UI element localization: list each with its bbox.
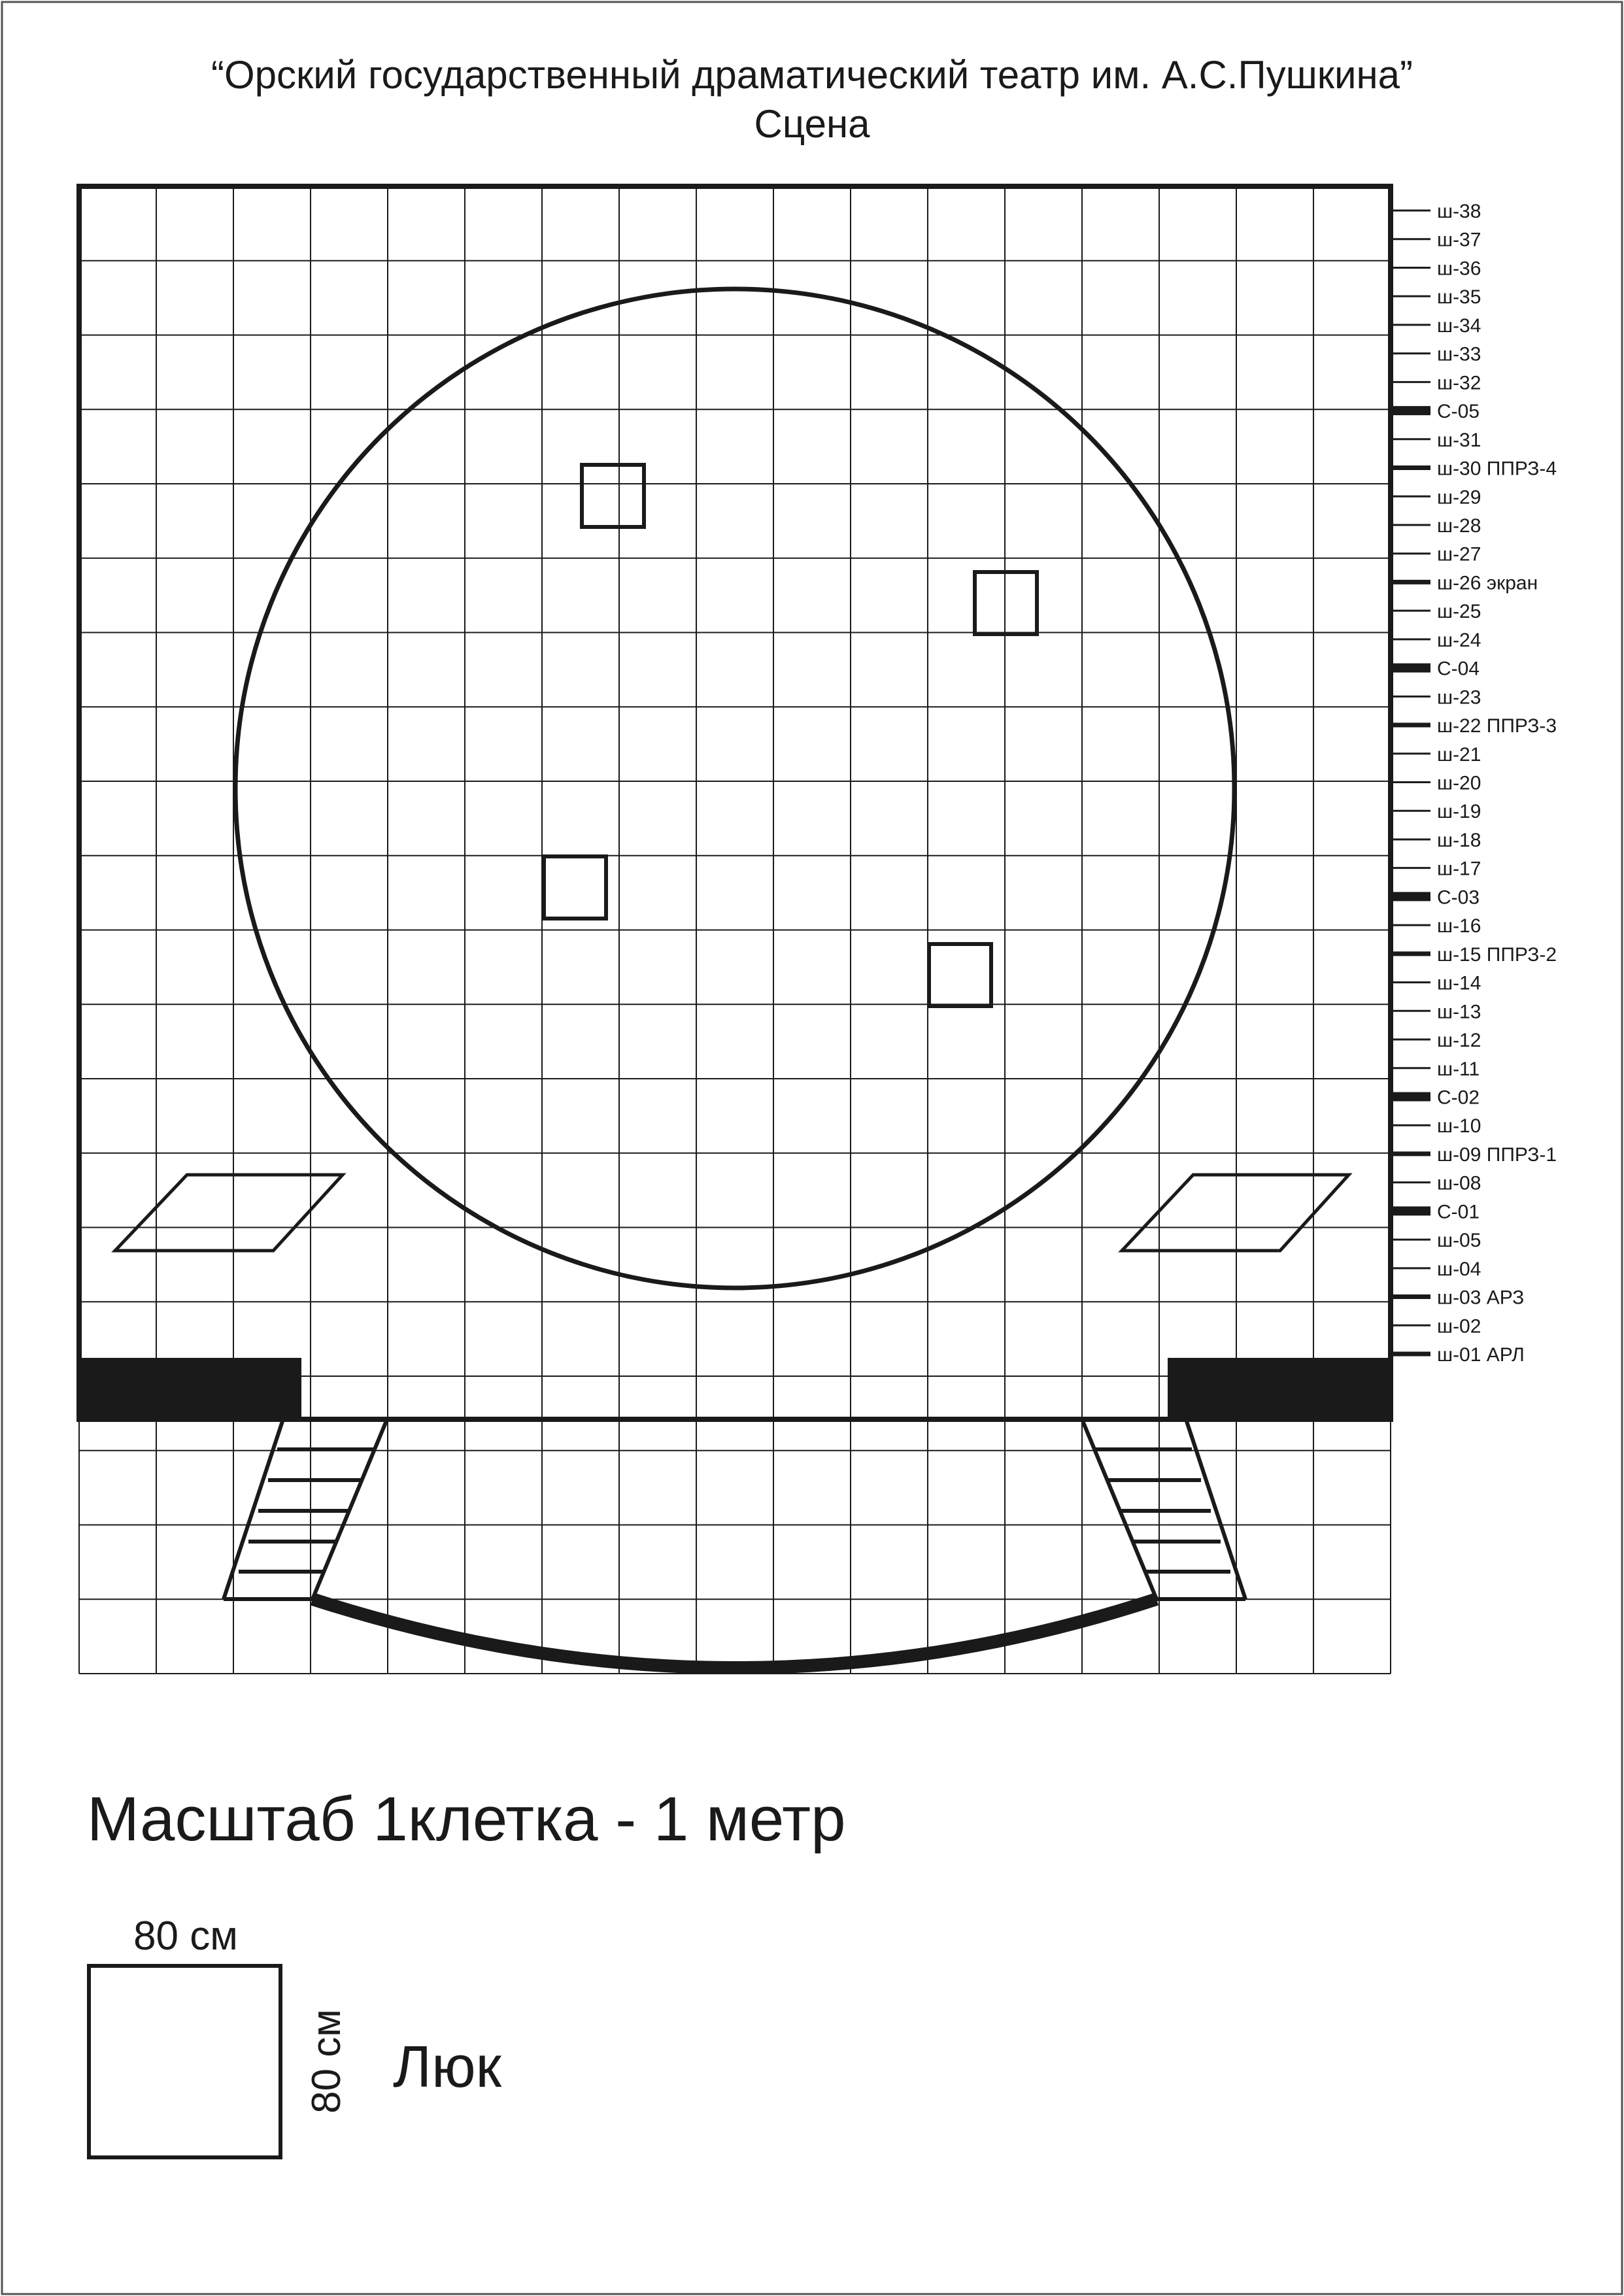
batten-label: ш-24 <box>1437 629 1481 651</box>
batten-label: ш-36 <box>1437 258 1481 280</box>
batten-label: ш-32 <box>1437 372 1481 394</box>
hatch-height-label: 80 см <box>304 2009 349 2114</box>
batten-label: С-01 <box>1437 1201 1480 1223</box>
batten-label: ш-34 <box>1437 314 1481 337</box>
batten-label: ш-04 <box>1437 1258 1481 1280</box>
batten-label: ш-23 <box>1437 686 1481 709</box>
batten-label: ш-13 <box>1437 1001 1481 1023</box>
batten-label: ш-25 <box>1437 601 1481 623</box>
batten-label: ш-15 ППРЗ-2 <box>1437 943 1557 966</box>
metre-grid <box>79 186 1391 1674</box>
page-frame <box>2 2 1622 2294</box>
batten-label: С-04 <box>1437 658 1480 680</box>
batten-label: С-02 <box>1437 1087 1480 1109</box>
scale-note: Масштаб 1клетка - 1 метр <box>87 1784 846 1854</box>
batten-label: ш-10 <box>1437 1115 1481 1138</box>
batten-label: С-05 <box>1437 401 1480 423</box>
batten-label: ш-30 ППРЗ-4 <box>1437 458 1557 480</box>
batten-label: ш-01 АРЛ <box>1437 1344 1525 1366</box>
batten-label: ш-38 <box>1437 201 1481 222</box>
batten-label: ш-11 <box>1437 1058 1480 1080</box>
batten-label: ш-14 <box>1437 972 1481 994</box>
batten-label: ш-22 ППРЗ-3 <box>1437 715 1557 737</box>
batten-label: ш-21 <box>1437 743 1481 766</box>
wing-block-left <box>79 1358 301 1419</box>
batten-label: ш-19 <box>1437 801 1481 823</box>
hatch-legend-label: Люк <box>393 2034 501 2100</box>
batten-label: ш-05 <box>1437 1230 1481 1252</box>
batten-label: С-03 <box>1437 886 1480 909</box>
batten-label: ш-12 <box>1437 1030 1481 1052</box>
batten-label: ш-02 <box>1437 1315 1481 1338</box>
batten-label: ш-31 <box>1437 429 1481 451</box>
batten-label: ш-20 <box>1437 772 1481 794</box>
batten-label: ш-18 <box>1437 829 1481 851</box>
batten-label: ш-35 <box>1437 286 1481 309</box>
batten-label: ш-27 <box>1437 543 1481 566</box>
batten-label: ш-28 <box>1437 515 1481 537</box>
batten-label: ш-16 <box>1437 915 1481 937</box>
batten-label: ш-17 <box>1437 858 1481 880</box>
batten-label: ш-08 <box>1437 1172 1481 1194</box>
batten-label: ш-33 <box>1437 343 1481 365</box>
batten-label: ш-37 <box>1437 229 1481 251</box>
batten-label: ш-09 ППРЗ-1 <box>1437 1143 1557 1166</box>
batten-label: ш-26 экран <box>1437 572 1538 594</box>
wing-block-right <box>1168 1358 1391 1419</box>
theatre-title: “Орский государственный драматический театр им. А.С.Пушкина” <box>211 53 1413 97</box>
batten-label: ш-03 АРЗ <box>1437 1287 1525 1309</box>
batten-label: ш-29 <box>1437 486 1481 509</box>
hatch-width-label: 80 см <box>133 1914 238 1959</box>
plan-subtitle: Сцена <box>754 102 870 146</box>
